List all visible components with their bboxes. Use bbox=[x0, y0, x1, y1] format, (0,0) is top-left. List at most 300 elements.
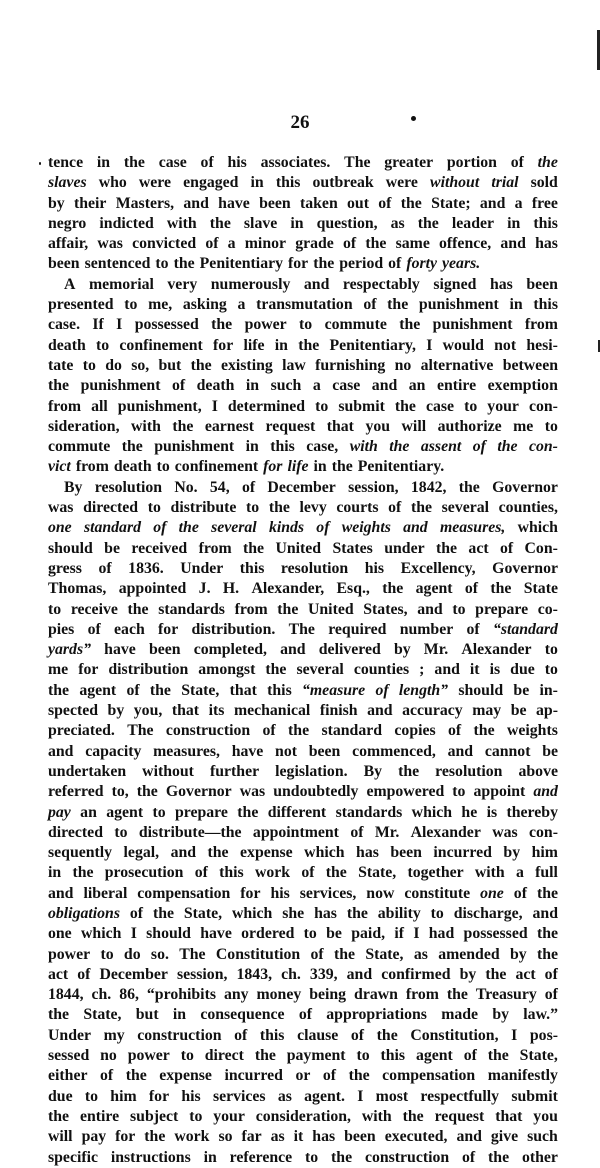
word: required bbox=[328, 620, 387, 638]
text-line bbox=[48, 518, 558, 538]
word: to bbox=[114, 823, 128, 841]
word: presented bbox=[48, 296, 114, 314]
word: determined bbox=[227, 397, 306, 415]
word: Governor bbox=[492, 559, 558, 577]
word: appointed bbox=[118, 580, 187, 598]
word: request bbox=[434, 1107, 485, 1125]
word: so. bbox=[150, 945, 169, 963]
word: State, bbox=[358, 864, 397, 882]
word: to bbox=[100, 945, 114, 963]
word: of bbox=[77, 965, 91, 983]
word: the bbox=[254, 1047, 276, 1065]
word: his bbox=[364, 559, 385, 577]
word: to bbox=[147, 499, 161, 517]
text-line bbox=[48, 214, 558, 234]
word: hesi- bbox=[526, 336, 558, 354]
italic-word: the bbox=[497, 438, 518, 456]
word: in bbox=[96, 154, 111, 171]
text-line bbox=[48, 234, 558, 254]
word: been bbox=[148, 641, 181, 659]
word: case bbox=[425, 397, 455, 415]
italic-word: of bbox=[472, 438, 486, 456]
word: sideration, bbox=[48, 417, 120, 435]
word: counties, bbox=[498, 499, 558, 517]
word: referred bbox=[48, 783, 104, 801]
word: of bbox=[462, 1148, 476, 1166]
word: in bbox=[274, 336, 288, 354]
word: the bbox=[243, 539, 265, 557]
text-line bbox=[48, 924, 558, 944]
italic-word: forty bbox=[406, 255, 438, 273]
word: Alexander bbox=[410, 823, 481, 841]
word: your bbox=[487, 397, 519, 415]
word: services, bbox=[299, 884, 357, 902]
word: of bbox=[241, 478, 256, 496]
word: which bbox=[411, 803, 453, 821]
word: December bbox=[267, 478, 336, 496]
word: of bbox=[171, 377, 186, 395]
word: may bbox=[472, 702, 502, 720]
word: State, bbox=[181, 681, 220, 699]
word: act bbox=[468, 539, 489, 557]
text-line bbox=[48, 1127, 558, 1147]
word: far bbox=[241, 1128, 262, 1146]
text-line bbox=[48, 701, 558, 721]
text-line bbox=[48, 945, 558, 965]
word: capacity bbox=[85, 742, 142, 760]
text-line bbox=[48, 295, 558, 315]
word: payment bbox=[286, 1047, 346, 1065]
word: law.” bbox=[523, 1006, 558, 1024]
word: the bbox=[211, 316, 233, 334]
word: appoint bbox=[473, 783, 526, 801]
word: by bbox=[459, 965, 477, 983]
word: above bbox=[518, 762, 558, 780]
word: and bbox=[346, 965, 373, 983]
word: to bbox=[156, 458, 170, 476]
word: by bbox=[503, 844, 521, 862]
word: distribution bbox=[108, 661, 189, 679]
word: I bbox=[116, 316, 123, 334]
word: the bbox=[410, 499, 433, 517]
text-line bbox=[48, 275, 558, 295]
word: which bbox=[517, 519, 558, 537]
word: has bbox=[314, 904, 337, 922]
word: cannot bbox=[484, 742, 531, 760]
word: had bbox=[428, 925, 455, 943]
word: authorize bbox=[437, 417, 502, 435]
word: engaged bbox=[183, 174, 239, 192]
word: J. bbox=[198, 580, 211, 598]
word: of bbox=[301, 864, 315, 882]
word: which bbox=[81, 925, 122, 943]
word: not bbox=[275, 742, 297, 760]
word: the bbox=[473, 722, 495, 740]
word: should bbox=[458, 681, 504, 699]
word: appropriations bbox=[326, 1006, 427, 1024]
word: and bbox=[417, 600, 443, 618]
word: punishment bbox=[154, 438, 235, 456]
word: constitute bbox=[404, 884, 471, 902]
word: earnest bbox=[204, 417, 255, 435]
word: the bbox=[382, 580, 404, 598]
word: by bbox=[509, 945, 527, 963]
text-line bbox=[48, 153, 558, 173]
word: possessed bbox=[134, 316, 199, 334]
word: so, bbox=[131, 356, 150, 374]
text-line bbox=[48, 904, 558, 924]
word: to bbox=[152, 803, 166, 821]
word: to bbox=[452, 600, 466, 618]
word: the bbox=[207, 844, 229, 862]
word: United bbox=[275, 539, 322, 557]
italic-word: “standard bbox=[492, 620, 558, 638]
word: minor bbox=[244, 235, 287, 253]
word: of bbox=[262, 722, 276, 740]
word: and bbox=[170, 844, 197, 862]
word: the bbox=[173, 255, 195, 273]
word: States bbox=[332, 539, 373, 557]
text-line bbox=[48, 1107, 558, 1127]
text-line bbox=[48, 417, 558, 437]
text-line bbox=[48, 1005, 558, 1025]
word: him bbox=[110, 1087, 137, 1105]
word: power bbox=[244, 316, 287, 334]
word: to bbox=[452, 783, 466, 801]
word: The bbox=[179, 945, 206, 963]
word: such bbox=[527, 1128, 558, 1146]
word: weights bbox=[506, 722, 558, 740]
word: signed bbox=[433, 275, 477, 293]
word: from bbox=[524, 316, 558, 334]
word: of bbox=[350, 823, 364, 841]
word: the bbox=[331, 458, 353, 476]
word: you bbox=[365, 417, 391, 435]
word: she bbox=[282, 904, 305, 922]
word: United bbox=[307, 600, 354, 618]
text-line bbox=[48, 1087, 558, 1107]
italic-word: length” bbox=[398, 681, 449, 699]
word: of bbox=[129, 904, 144, 922]
word: in bbox=[245, 377, 260, 395]
word: of bbox=[205, 235, 219, 253]
word: finish bbox=[319, 702, 358, 720]
word: is bbox=[489, 661, 501, 679]
word: in bbox=[48, 864, 62, 882]
word: the bbox=[48, 1006, 70, 1024]
word: me, bbox=[148, 296, 173, 314]
word: work bbox=[254, 864, 291, 882]
italic-word: slaves bbox=[48, 174, 87, 192]
word: the bbox=[48, 1107, 70, 1125]
word: the bbox=[48, 681, 70, 699]
word: and bbox=[456, 1128, 482, 1146]
word: I bbox=[211, 397, 218, 415]
word: with bbox=[361, 1107, 392, 1125]
word: submit bbox=[338, 397, 385, 415]
word: furnishing bbox=[315, 356, 386, 374]
word: from bbox=[75, 458, 109, 476]
word: the bbox=[172, 417, 194, 435]
word: due bbox=[48, 1087, 73, 1105]
word: the bbox=[136, 783, 158, 801]
word: I bbox=[413, 925, 420, 943]
word: in- bbox=[539, 681, 558, 699]
word: has bbox=[535, 235, 558, 253]
word: received bbox=[131, 539, 188, 557]
word: copies bbox=[394, 722, 436, 740]
text-line bbox=[48, 823, 558, 843]
word: No. bbox=[174, 478, 198, 496]
word: in bbox=[509, 296, 523, 314]
word: State; bbox=[431, 194, 471, 212]
text-line bbox=[48, 559, 558, 579]
word: completed, bbox=[193, 641, 267, 659]
word: of bbox=[298, 1006, 313, 1024]
word: respectfully bbox=[420, 1087, 500, 1105]
page-number: 26 bbox=[290, 112, 310, 133]
word: very bbox=[167, 275, 198, 293]
word: session, bbox=[348, 478, 399, 496]
word: pos- bbox=[529, 1026, 558, 1044]
word: act bbox=[515, 965, 536, 983]
word: or bbox=[295, 1067, 311, 1085]
word: asking bbox=[182, 296, 227, 314]
word: to bbox=[544, 417, 558, 435]
word: in bbox=[507, 214, 521, 232]
italic-word: the bbox=[537, 154, 558, 171]
word: in bbox=[313, 458, 327, 476]
word: a bbox=[514, 194, 523, 212]
word: be bbox=[510, 702, 527, 720]
word: discharge, bbox=[453, 904, 523, 922]
word: and bbox=[280, 641, 306, 659]
italic-word: “measure bbox=[302, 681, 366, 699]
word: were bbox=[138, 174, 172, 192]
word: of bbox=[126, 681, 140, 699]
word: sessed bbox=[48, 1047, 90, 1065]
text-line bbox=[48, 356, 558, 376]
word: the bbox=[348, 1067, 370, 1085]
word: commute bbox=[324, 316, 387, 334]
word: no bbox=[100, 1047, 117, 1065]
text-line bbox=[48, 843, 558, 863]
word: session, bbox=[176, 965, 228, 983]
word: case, bbox=[306, 438, 339, 456]
word: and bbox=[479, 194, 506, 212]
italic-word: yards” bbox=[48, 641, 92, 659]
word: services bbox=[212, 1087, 266, 1105]
word: to bbox=[299, 316, 313, 334]
word: as bbox=[270, 1128, 285, 1146]
word: compensation bbox=[137, 884, 231, 902]
word: to bbox=[84, 1087, 99, 1105]
word: the bbox=[72, 864, 94, 882]
word: to bbox=[544, 641, 558, 659]
word: and bbox=[434, 661, 460, 679]
word: their bbox=[73, 194, 107, 212]
word: expense bbox=[159, 1067, 212, 1085]
word: the bbox=[325, 864, 347, 882]
word: a bbox=[312, 377, 321, 395]
word: due bbox=[510, 661, 535, 679]
word: the bbox=[399, 316, 421, 334]
word: death bbox=[48, 336, 86, 354]
word: from bbox=[198, 539, 232, 557]
text-line bbox=[48, 1148, 558, 1168]
text-line bbox=[48, 1046, 558, 1066]
word: with bbox=[474, 864, 505, 882]
word: leader bbox=[451, 214, 494, 232]
word: the bbox=[536, 884, 558, 902]
italic-word: for bbox=[263, 458, 283, 476]
italic-word: with bbox=[349, 438, 378, 456]
italic-word: kinds bbox=[268, 519, 305, 537]
text-line bbox=[48, 1066, 558, 1086]
word: the bbox=[48, 377, 70, 395]
word: the bbox=[394, 397, 416, 415]
word: to bbox=[303, 925, 317, 943]
word: and bbox=[183, 194, 209, 212]
word: Under bbox=[48, 1026, 92, 1044]
word: measures, bbox=[153, 742, 220, 760]
word: legislation. bbox=[275, 762, 348, 780]
word: punishment bbox=[432, 316, 513, 334]
word: consideration, bbox=[255, 1107, 351, 1125]
word: 86, bbox=[119, 986, 139, 1004]
text-line bbox=[48, 194, 558, 214]
word: the bbox=[288, 722, 310, 740]
word: the bbox=[400, 194, 422, 212]
word: executed, bbox=[384, 1128, 448, 1146]
word: power bbox=[48, 945, 91, 963]
word: from bbox=[234, 600, 268, 618]
italic-word: obligations bbox=[48, 904, 120, 922]
word: resolution bbox=[435, 762, 503, 780]
word: agent bbox=[415, 580, 453, 598]
text-line bbox=[48, 660, 558, 680]
word: tate bbox=[48, 356, 74, 374]
word: The bbox=[127, 722, 154, 740]
word: prepare bbox=[174, 803, 228, 821]
word: in bbox=[250, 174, 264, 192]
word: the bbox=[446, 986, 468, 1004]
text-line bbox=[48, 173, 558, 193]
body-text bbox=[48, 153, 558, 1168]
word: H. bbox=[222, 580, 240, 598]
word: the bbox=[536, 925, 558, 943]
word: 1842, bbox=[410, 478, 447, 496]
text-line bbox=[48, 498, 558, 518]
text-line bbox=[48, 315, 558, 335]
word: now bbox=[366, 884, 395, 902]
word: Governor bbox=[492, 478, 558, 496]
word: other bbox=[521, 1148, 558, 1166]
text-line bbox=[48, 803, 558, 823]
word: and bbox=[532, 904, 558, 922]
word: all bbox=[91, 397, 108, 415]
word: amongst bbox=[198, 661, 256, 679]
word: you bbox=[533, 1107, 558, 1125]
italic-word: measures, bbox=[439, 519, 506, 537]
word: and bbox=[371, 377, 398, 395]
word: incurred bbox=[224, 1067, 283, 1085]
word: to bbox=[305, 1148, 319, 1166]
word: and bbox=[48, 742, 74, 760]
word: for bbox=[213, 336, 234, 354]
word: Mr. bbox=[423, 641, 449, 659]
word: and bbox=[367, 702, 393, 720]
word: that bbox=[171, 702, 200, 720]
word: work bbox=[174, 1128, 210, 1146]
word: the bbox=[485, 965, 507, 983]
word: but bbox=[158, 356, 182, 374]
word: 54, bbox=[209, 478, 230, 496]
word: been bbox=[48, 255, 80, 273]
word: specific bbox=[48, 1148, 99, 1166]
word: the bbox=[298, 336, 320, 354]
word: thereby bbox=[506, 803, 558, 821]
text-line bbox=[48, 681, 558, 701]
word: was bbox=[239, 783, 266, 801]
word: Mr. bbox=[374, 823, 400, 841]
word: have bbox=[231, 742, 264, 760]
word: accuracy bbox=[402, 702, 463, 720]
word: distribution. bbox=[191, 620, 276, 638]
ink-speck bbox=[411, 116, 416, 121]
word: to bbox=[430, 904, 444, 922]
word: Penitentiary. bbox=[357, 458, 445, 476]
word: to bbox=[544, 661, 558, 679]
word: to bbox=[180, 1047, 194, 1065]
word: reference bbox=[229, 1148, 293, 1166]
word: different bbox=[267, 803, 327, 821]
word: to bbox=[82, 356, 96, 374]
word: my bbox=[103, 1026, 125, 1044]
word: I bbox=[426, 336, 433, 354]
word: con- bbox=[529, 823, 558, 841]
word: Excellency, bbox=[400, 559, 476, 577]
word: period bbox=[339, 255, 384, 273]
word: will bbox=[48, 1128, 73, 1146]
word: of bbox=[510, 154, 524, 171]
word: compensation bbox=[382, 1067, 476, 1085]
text-line bbox=[48, 640, 558, 660]
word: the bbox=[536, 945, 558, 963]
word: commute bbox=[48, 438, 111, 456]
word: been bbox=[526, 275, 558, 293]
word: standard bbox=[321, 722, 383, 740]
word: entire bbox=[436, 377, 477, 395]
word: but bbox=[135, 1006, 159, 1024]
word: consequence bbox=[200, 1006, 285, 1024]
word: associates. bbox=[260, 154, 331, 171]
word: incurred bbox=[433, 844, 492, 862]
word: this bbox=[533, 296, 558, 314]
italic-word: years. bbox=[442, 255, 481, 273]
word: he bbox=[461, 803, 478, 821]
word: subject bbox=[130, 1107, 179, 1125]
word: co- bbox=[537, 600, 558, 618]
word: receive bbox=[70, 600, 118, 618]
word: By bbox=[363, 762, 383, 780]
word: been bbox=[259, 194, 291, 212]
word: for bbox=[78, 661, 99, 679]
word: have bbox=[200, 925, 232, 943]
word: of bbox=[466, 620, 480, 638]
italic-word: weights bbox=[341, 519, 391, 537]
word: State, bbox=[365, 945, 404, 963]
